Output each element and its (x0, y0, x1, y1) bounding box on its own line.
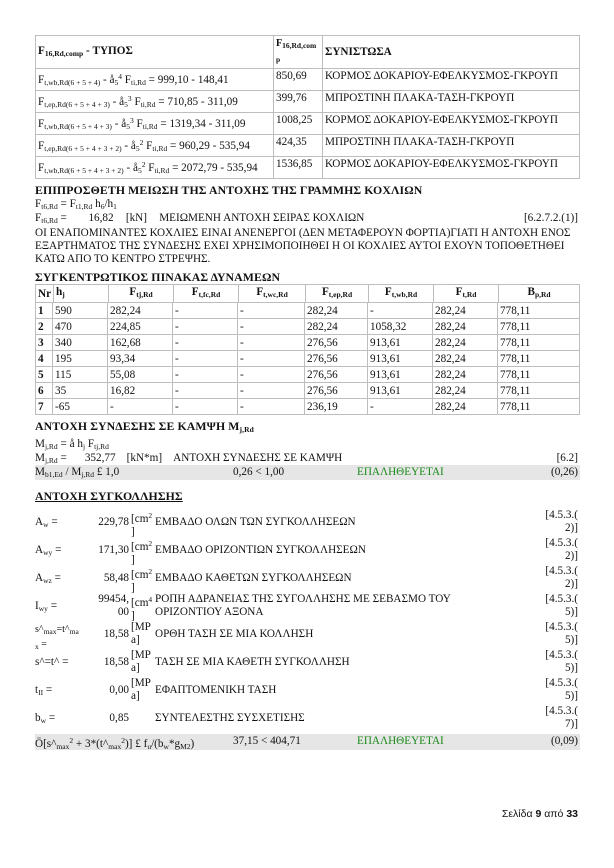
summary-cell: 282,24 (433, 367, 498, 383)
component-table (35, 35, 580, 179)
summary-cell: 913,61 (368, 335, 433, 351)
weld-symbol: $A_{wz}$ = (35, 572, 61, 585)
reduction-value-line (35, 211, 580, 225)
bending-equation: $M_{j,Rd}$ = å $h_j$ $F_{tj,Rd}$ (35, 438, 109, 451)
summary-cell: 4 (36, 351, 53, 367)
component-cell: ΚΟΡΜΟΣ ΔΟΚΑΡΙΟΥ-ΕΦΕΛΚΥΣΜΟΣ-ΓΚΡΟΥΠ (323, 157, 580, 179)
summary-cell: 282,24 (433, 335, 498, 351)
weld-reference: [4.5.3.( 2)] (545, 537, 578, 562)
document-page (35, 35, 580, 750)
footer-page: 9 (535, 808, 542, 820)
summary-cell: 778,11 (498, 319, 580, 335)
weld-unit: [MP a] (131, 621, 151, 646)
check-ratio: (0,09) (550, 735, 578, 747)
summary-cell: - (238, 367, 305, 383)
summary-row (36, 383, 580, 399)
summary-cell: -65 (53, 399, 108, 415)
weld-row (35, 593, 580, 621)
weld-rows (35, 509, 580, 733)
weld-unit: [MP a] (131, 649, 151, 674)
bending-check-row (35, 465, 580, 480)
summary-cell: - (173, 303, 238, 319)
summary-cell: 778,11 (498, 335, 580, 351)
component-table-header (36, 36, 580, 69)
reference: [6.2] (556, 452, 578, 464)
reference: [6.2.7.2.(1)] (523, 212, 578, 224)
weld-description: ΕΜΒΑΔΟ ΟΡΙΖΟΝΤΙΩΝ ΣΥΓΚΟΛΛΗΣΕΩΝ (155, 544, 366, 556)
weld-reference: [4.5.3.( 2)] (545, 509, 578, 534)
weld-value: 18,58 (103, 656, 129, 668)
summary-cell: 913,61 (368, 383, 433, 399)
value-cell: 1008,25 (274, 113, 323, 135)
summary-cell: 282,24 (433, 303, 498, 319)
component-cell: ΜΠΡΟΣΤΙΝΗ ΠΛΑΚΑ-ΤΑΣΗ-ΓΚΡΟΥΠ (323, 91, 580, 113)
weld-title: ΑΝΤΟΧΗ ΣΥΓΚΟΛΛΗΣΗΣ (35, 489, 183, 503)
weld-symbol: $b_w$ = (35, 712, 56, 725)
summary-cell: 778,11 (498, 303, 580, 319)
summary-row (36, 399, 580, 415)
header-nr: Nr (36, 285, 54, 303)
value-number: 16,82 (88, 212, 114, 224)
summary-row (36, 319, 580, 335)
value-number: 352,77 (84, 452, 116, 464)
weld-unit: [MP a] (131, 677, 151, 702)
table-row (36, 113, 580, 135)
component-cell: ΚΟΡΜΟΣ ΔΟΚΑΡΙΟΥ-ΕΦΕΛΚΥΣΜΟΣ-ΓΚΡΟΥΠ (323, 69, 580, 91)
weld-value: 229,78 (98, 516, 129, 528)
summary-cell: 276,56 (305, 383, 368, 399)
summary-cell: - (173, 351, 238, 367)
table-row (36, 69, 580, 91)
weld-unit: [$cm^2$ ] (131, 539, 153, 566)
formula-cell: $F_{t,wb,Rd(6 + 5 + 4)}$ - $å_5^4$ $F_{ti,Rd} = 999,10 - 148,41$ (36, 69, 274, 91)
weld-symbol: $A_w$ = (35, 516, 58, 529)
summary-cell: 3 (36, 335, 53, 351)
weld-description: ΕΜΒΑΔΟ ΚΑΘΕΤΩΝ ΣΥΓΚΟΛΛΗΣΕΩΝ (155, 572, 352, 584)
summary-cell: 162,68 (108, 335, 173, 351)
formula-cell: $F_{t,wb,Rd(6 + 5 + 4 + 3)}$ - $å_5^3$ $F_{ti,Rd} = 1319,34 - 311,09$ (36, 113, 274, 135)
check-status: ΕΠΑΛΗΘΕΥΕΤΑΙ (357, 735, 444, 747)
summary-cell: - (173, 399, 238, 415)
header-ftrd: $F_{t,Rd}$ (434, 285, 499, 303)
weld-reference: [4.5.3.( 5)] (545, 649, 578, 674)
weld-description: ΕΜΒΑΔΟ ΟΛΩΝ ΤΩΝ ΣΥΓΚΟΛΛΗΣΕΩΝ (155, 516, 356, 528)
weld-value: 99454, 00 (98, 593, 129, 618)
summary-cell: - (368, 303, 433, 319)
table-row (36, 91, 580, 113)
value-label: $M_{j,Rd}$ = (35, 452, 67, 465)
summary-cell: 282,24 (433, 351, 498, 367)
value-cell: 850,69 (274, 69, 323, 91)
summary-cell: - (173, 383, 238, 399)
summary-cell: 5 (36, 367, 53, 383)
footer-total: 33 (566, 808, 578, 820)
summary-cell: - (238, 383, 305, 399)
weld-check-row (35, 734, 580, 750)
weld-symbol: $A_{wy}$ = (35, 544, 62, 557)
check-lhs: $M_{b1,Ed} / M_{j,Rd}$ £ 1,0 (35, 466, 120, 479)
reduction-note: ΟΙ ΕΝΑΠΟΜΙΝΑΝΤΕΣ ΚΟΧΛΙΕΣ ΕΙΝΑΙ ΑΝΕΝΕΡΓΟΙ (ΔΕΝ ΜΕΤΑΦΕΡΟΥΝ ΦΟΡΤΙΑ)ΓΙΑΤΙ Η ΑΝΤΟΧΗ ΕΝΟΣ ΕΞΑΡΤΗΜΑΤΟΣ ΤΗΣ ΣΥΝΔΕΣΗΣ ΕΧΕΙ ΧΡΗΣΙΜΟΠΟΙΗΘΕΙ Η ΟΙ ΚΟΧΛΙΕΣ ΑΥΤΟΙ ΕΧΟΥΝ ΤΟΠΟΘΕΤΗΘΕΙ ΚΑΤΩ ΑΠΟ ΤΟ ΚΕΝΤΡΟ ΣΤΡΕΨΗΣ. (35, 227, 571, 265)
weld-reference: [4.5.3.( 5)] (545, 621, 578, 646)
summary-cell: - (238, 335, 305, 351)
weld-unit: [$cm^2$ ] (131, 511, 153, 538)
summary-cell: - (238, 303, 305, 319)
summary-cell: 7 (36, 399, 53, 415)
header-ftwb: $F_{t,wb,Rd}$ (369, 285, 434, 303)
summary-cell: 236,19 (305, 399, 368, 415)
summary-cell: 115 (53, 367, 108, 383)
value-description: ΑΝΤΟΧΗ ΣΥΝΔΕΣΗΣ ΣΕ ΚΑΜΨΗ (173, 452, 343, 464)
formula-cell: $F_{t,ep,Rd(6 + 5 + 4 + 3 + 2)}$ - $å_5^2$ $F_{ti,Rd} = 960,29 - 535,94$ (36, 135, 274, 157)
table-row (36, 135, 580, 157)
summary-cell: 35 (53, 383, 108, 399)
check-status: ΕΠΑΛΗΘΕΥΕΤΑΙ (357, 466, 444, 478)
summary-cell: - (238, 351, 305, 367)
weld-row (35, 509, 580, 537)
weld-row (35, 537, 580, 565)
check-lhs: $Ö[s\^{}_{max}^2$ + $3*(t\^{}_{max}^2)$] £ $f_u/(b_w*g_{M2})$ (35, 736, 195, 751)
weld-row (35, 565, 580, 593)
summary-cell: - (173, 335, 238, 351)
weld-value: 18,58 (103, 628, 129, 640)
summary-cell: 195 (53, 351, 108, 367)
header-value: $F_{16,Rd,com}$ $_p$ (274, 36, 323, 69)
weld-unit: [$cm^2$ ] (131, 567, 153, 594)
page-footer (502, 808, 578, 820)
summary-cell: 276,56 (305, 335, 368, 351)
reduction-equation: $F_{t6,Rd} = F_{t1,Rd}$ $h_6/h_1$ (35, 198, 117, 211)
summary-cell: 778,11 (498, 399, 580, 415)
summary-cell: 282,24 (305, 319, 368, 335)
check-value: 37,15 < 404,71 (233, 735, 301, 747)
summary-cell: 778,11 (498, 351, 580, 367)
summary-cell: 276,56 (305, 367, 368, 383)
header-bprd: $B_{p,Rd}$ (499, 285, 580, 303)
summary-cell: - (238, 399, 305, 415)
weld-symbol: s^=t^ = (35, 656, 69, 668)
table-row (36, 157, 580, 179)
header-ftwc: $F_{t,wc,Rd}$ (239, 285, 306, 303)
header-type: $F_{16,Rd,comp}$ - ΤΥΠΟΣ (36, 36, 274, 69)
weld-reference: [4.5.3.( 2)] (545, 565, 578, 590)
weld-reference: [4.5.3.( 5)] (545, 677, 578, 702)
summary-cell: 778,11 (498, 367, 580, 383)
weld-row (35, 621, 580, 649)
weld-description: ΡΟΠΗ ΑΔΡΑΝΕΙΑΣ ΤΗΣ ΣΥΓΟΛΛΗΣΗΣ ΜΕ ΣΕΒΑΣΜΟ ΤΟΥ ΟΡΙΖΟΝΤΙΟΥ ΑΞΟΝΑ (155, 593, 451, 618)
formula-cell: $F_{t,wb,Rd(6 + 5 + 4 + 3 + 2)}$ - $å_5^2$ $F_{ti,Rd} = 2072,79 - 535,94$ (36, 157, 274, 179)
footer-word: Σελίδα (501, 808, 533, 820)
header-component: ΣΥΝΙΣΤΩΣΑ (323, 36, 580, 69)
check-ratio: (0,26) (550, 466, 578, 478)
summary-cell: 276,56 (305, 351, 368, 367)
summary-cell: - (173, 319, 238, 335)
summary-cell: 913,61 (368, 367, 433, 383)
weld-reference: [4.5.3.( 7)] (545, 705, 578, 730)
summary-cell: 282,24 (433, 383, 498, 399)
summary-cell: 93,34 (108, 351, 173, 367)
header-hj: $h_j$ (54, 285, 109, 303)
formula-cell: $F_{t,ep,Rd(6 + 5 + 4 + 3)}$ - $å_5^3$ $F_{ti,Rd} = 710,85 - 311,09$ (36, 91, 274, 113)
summary-cell: 6 (36, 383, 53, 399)
value-description: ΜΕΙΩΜΕΝΗ ΑΝΤΟΧΗ ΣΕΙΡΑΣ ΚΟΧΛΙΩΝ (159, 212, 365, 224)
header-ftep: $F_{t,ep,Rd}$ (306, 285, 369, 303)
summary-cell: 1058,32 (368, 319, 433, 335)
summary-cell: - (108, 399, 173, 415)
summary-cell: - (173, 367, 238, 383)
component-cell: ΜΠΡΟΣΤΙΝΗ ΠΛΑΚΑ-ΤΑΣΗ-ΓΚΡΟΥΠ (323, 135, 580, 157)
summary-cell: 55,08 (108, 367, 173, 383)
summary-cell: 2 (36, 319, 53, 335)
summary-cell: 1 (36, 303, 53, 319)
value-cell: 1536,85 (274, 157, 323, 179)
summary-row (36, 303, 580, 319)
weld-symbol: $t_{II}$ = (35, 684, 53, 697)
bending-value-line (35, 451, 580, 465)
summary-cell: 590 (53, 303, 108, 319)
summary-cell: 340 (53, 335, 108, 351)
reduction-title: ΕΠΙΠΡΟΣΘΕΤΗ ΜΕΙΩΣΗ ΤΗΣ ΑΝΤΟΧΗΣ ΤΗΣ ΓΡΑΜΜΗΣ ΚΟΧΛΙΩΝ (35, 183, 423, 197)
header-ftfc: $F_{t,fc,Rd}$ (174, 285, 239, 303)
weld-value: 58,48 (103, 572, 129, 584)
value-cell: 399,76 (274, 91, 323, 113)
summary-row (36, 335, 580, 351)
summary-cell: 778,11 (498, 383, 580, 399)
weld-description: ΕΦΑΠΤΟΜΕΝΙΚΗ ΤΑΣΗ (155, 684, 277, 696)
value-unit: [kN] (125, 212, 147, 224)
summary-title: ΣΥΓΚΕΝΤΡΩΤΙΚΟΣ ΠΙΝΑΚΑΣ ΔΥΝΑΜΕΩΝ (35, 270, 281, 284)
check-value: 0,26 < 1,00 (233, 466, 285, 478)
weld-symbol: $s\^{}_{max}=t\^{}_{ma}$ $_x$ = (35, 624, 79, 651)
bending-title: ΑΝΤΟΧΗ ΣΥΝΔΕΣΗΣ ΣΕ ΚΑΜΨΗ $M_{j,Rd}$ (35, 419, 254, 434)
component-cell: ΚΟΡΜΟΣ ΔΟΚΑΡΙΟΥ-ΕΦΕΛΚΥΣΜΟΣ-ΓΚΡΟΥΠ (323, 113, 580, 135)
weld-row (35, 649, 580, 677)
weld-value: 0,00 (109, 684, 129, 696)
header-ftj: $F_{tj,Rd}$ (109, 285, 174, 303)
weld-value: 171,30 (98, 544, 129, 556)
summary-cell: 282,24 (305, 303, 368, 319)
summary-cell: 913,61 (368, 351, 433, 367)
weld-description: ΤΑΣΗ ΣΕ ΜΙΑ ΚΑΘΕΤΗ ΣΥΓΚΟΛΛΗΣΗ (155, 656, 350, 668)
weld-symbol: $I_{wy}$ = (35, 600, 58, 613)
summary-cell: 470 (53, 319, 108, 335)
summary-cell: 16,82 (108, 383, 173, 399)
summary-cell: 282,24 (433, 319, 498, 335)
summary-body (35, 302, 580, 415)
weld-description: ΟΡΘΗ ΤΑΣΗ ΣΕ ΜΙΑ ΚΟΛΛΗΣΗ (155, 628, 314, 640)
weld-value: 0,85 (109, 712, 129, 724)
weld-reference: [4.5.3.( 5)] (545, 593, 578, 618)
weld-unit: [$cm^4$ ] (131, 595, 153, 622)
summary-header-row (36, 285, 580, 303)
summary-cell: - (238, 319, 305, 335)
weld-description: ΣΥΝΤΕΛΕΣΤΗΣ ΣΥΣΧΕΤΙΣΗΣ (155, 712, 305, 724)
summary-cell: 224,85 (108, 319, 173, 335)
value-unit: [kN*m] (126, 452, 163, 464)
weld-row (35, 677, 580, 705)
summary-table (35, 284, 580, 303)
footer-of: από (544, 808, 564, 820)
summary-cell: - (368, 399, 433, 415)
weld-row (35, 705, 580, 733)
summary-cell: 282,24 (108, 303, 173, 319)
value-cell: 424,35 (274, 135, 323, 157)
summary-cell: 282,24 (433, 399, 498, 415)
value-label: $F_{t6,Rd}$ = (35, 212, 67, 225)
summary-row (36, 351, 580, 367)
summary-row (36, 367, 580, 383)
